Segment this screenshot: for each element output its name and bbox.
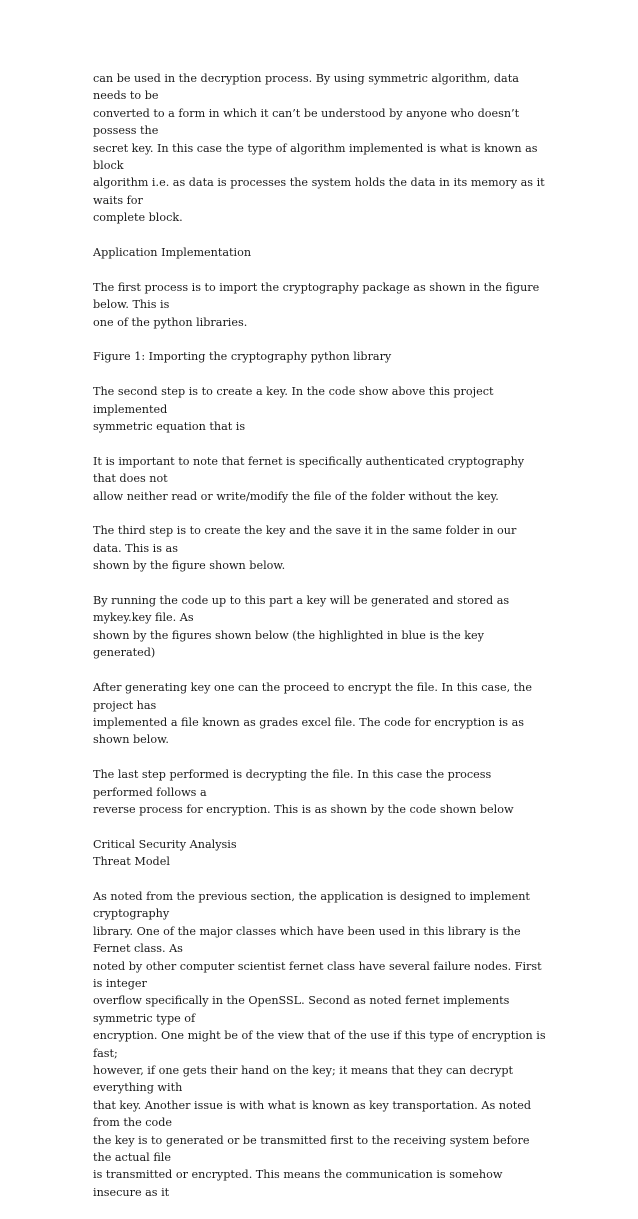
paragraph-save-key: The third step is to create the key and the save it in the same folder in our data. This is as shown by the figure shown below. xyxy=(93,524,517,573)
paragraph-create-key: The second step is to create a key. In the code show above this project implemented symmetric equation that is xyxy=(93,385,494,434)
paragraph-fernet-note: It is important to note that fernet is specifically authenticated cryptography that does not allow neither read or write/modify the file of the folder without the key. xyxy=(93,454,525,503)
paragraph-import-package: The first process is to import the cryptography package as shown in the figure below. This is one of the python libraries. xyxy=(93,280,540,329)
heading-application-implementation: Application Implementation xyxy=(93,246,252,260)
heading-critical-security-analysis: Critical Security Analysis xyxy=(93,837,237,851)
paragraph-threat-model-body: As noted from the previous section, the application is designed to implement cryptography library. One of the major classes which have been used in this library is the Fernet class. As noted by other computer scientist fernet class have several failure nodes. First is integer overflow specifically in the OpenSSL. Second as noted fernet implements symmetric type of encryption. One might be of the view that of the use if this type of encryption is fast; however, if one gets their hand on the key; it means that they can decrypt everything with that key. Another issue is with what is known as key transportation. As noted from the code the key is to generated or be transmitted first to the receiving system before the actual file is transmitted or encrypted. This means the communication is somehow insecure as it xyxy=(93,889,546,1199)
paragraph-decrypt-file: The last step performed is decrypting the file. In this case the process performed follows a reverse process for encryption. This is as shown by the code shown below xyxy=(93,768,514,816)
document-page xyxy=(93,70,548,1219)
paragraph-encrypt-file: After generating key one can the proceed to encrypt the file. In this case, the project has implemented a file known as grades excel file. The code for encryption is as shown below. xyxy=(93,681,533,747)
figure-caption-1: Figure 1: Importing the cryptography python library xyxy=(93,350,392,364)
heading-threat-model: Threat Model xyxy=(93,855,170,869)
paragraph-key-generated: By running the code up to this part a key will be generated and stored as mykey.key file. As shown by the figures shown below (the highlighted in blue is the key generated) xyxy=(93,594,510,660)
paragraph-decryption-intro: can be used in the decryption process. By using symmetric algorithm, data needs to be converted to a form in which it can’t be understood by anyone who doesn’t possess the secret key. In this case the type of algorithm implemented is what is known as block algorithm i.e. as data is processes the system holds the data in its memory as it waits for complete block. xyxy=(93,72,545,225)
